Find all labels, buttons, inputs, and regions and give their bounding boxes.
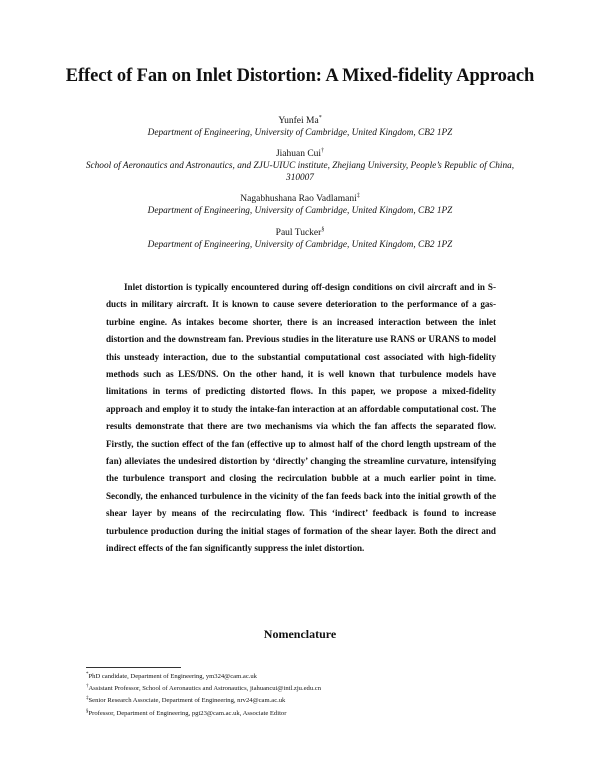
author-mark: § [321,227,325,233]
author-affiliation: Department of Engineering, University of Cambridge, United Kingdom, CB2 1PZ [147,240,453,251]
abstract: Inlet distortion is typically encountered during off-design conditions on civil aircraft and in S-ducts in military aircraft. It is known to cause severe deterioration to the performance of a gas-turbine engine. As intakes become shorter, there is an increased interaction between the inlet distortion and the downstream fan. Previous studies in the literature use RANS or URANS to model this unsteady interaction, due to the substantial computational cost associated with high-fidelity methods such as LES/DNS. On the other hand, it is well known that turbulence models have limitations in terms of predicting distorted flows. In this paper, we propose a mixed-fidelity approach and employ it to study the intake-fan interaction at an affordable computational cost. The results demonstrate that there are two mechanisms via which the fan affects the separated flow. Firstly, the suction effect of the fan (effective up to almost half of the chord length upstream of the fan) alleviates the undesired distortion by ‘directly’ changing the streamline curvature, intensifying the turbulence transport and closing the recirculation bubble at a much earlier point in time. Secondly, the enhanced turbulence in the vicinity of the fan feeds back into the initial growth of the shear layer by means of the recirculating flow. This ‘indirect’ feedback is found to increase turbulence production during the initial stages of formation of the shear layer. Both the direct and indirect effects of the fan significantly suppress the inlet distortion. [106,282,496,554]
author-block-1 [40,112,560,139]
paper-title: Effect of Fan on Inlet Distortion: A Mixed-fidelity Approach [65,66,535,86]
footnote-divider [86,667,181,668]
footnote [86,682,526,694]
footnote-text: Senior Research Associate, Department of Engineering, nrv24@cam.ac.uk [88,697,286,705]
author-affiliation: School of Aeronautics and Astronautics, and ZJU-UIUC institute, Zhejiang University, People’s Republic of China, [85,161,515,172]
footnote-mark: § [86,708,89,714]
author-affiliation-line-2: 310007 [286,173,314,184]
author-block-2 [40,145,560,184]
author-name-text: Paul Tucker [275,228,322,239]
section-heading-nomenclature: Nomenclature [263,627,337,641]
footnote [86,707,526,719]
author-name-text: Jiahuan Cui [275,149,322,160]
footnote-text: Professor, Department of Engineering, pgt23@cam.ac.uk, Associate Editor [88,709,287,717]
author-name-text: Yunfei Ma [278,116,319,127]
footnote-mark: ‡ [86,696,89,702]
footnotes [86,670,526,719]
footnote [86,694,526,706]
author-mark: † [321,148,325,154]
footnote [86,670,526,682]
footnote-mark: † [86,684,89,690]
author-affiliation: Department of Engineering, University of Cambridge, United Kingdom, CB2 1PZ [147,128,453,139]
footnote-text: Assistant Professor, School of Aeronautics and Astronautics, jiahuancui@intl.zju.edu.cn [88,685,322,693]
author-mark: * [318,115,322,121]
footnote-mark: * [86,672,89,677]
author-block-3 [40,190,560,217]
author-name-text: Nagabhushana Rao Vadlamani [240,194,357,205]
author-name [40,112,560,127]
author-name [40,145,560,160]
author-mark: ‡ [356,193,360,199]
footnote-text: PhD candidate, Department of Engineering, ym324@cam.ac.uk [88,673,257,681]
author-name [40,224,560,239]
author-block-4 [40,224,560,251]
author-affiliation: Department of Engineering, University of Cambridge, United Kingdom, CB2 1PZ [147,206,453,217]
author-name [40,190,560,205]
